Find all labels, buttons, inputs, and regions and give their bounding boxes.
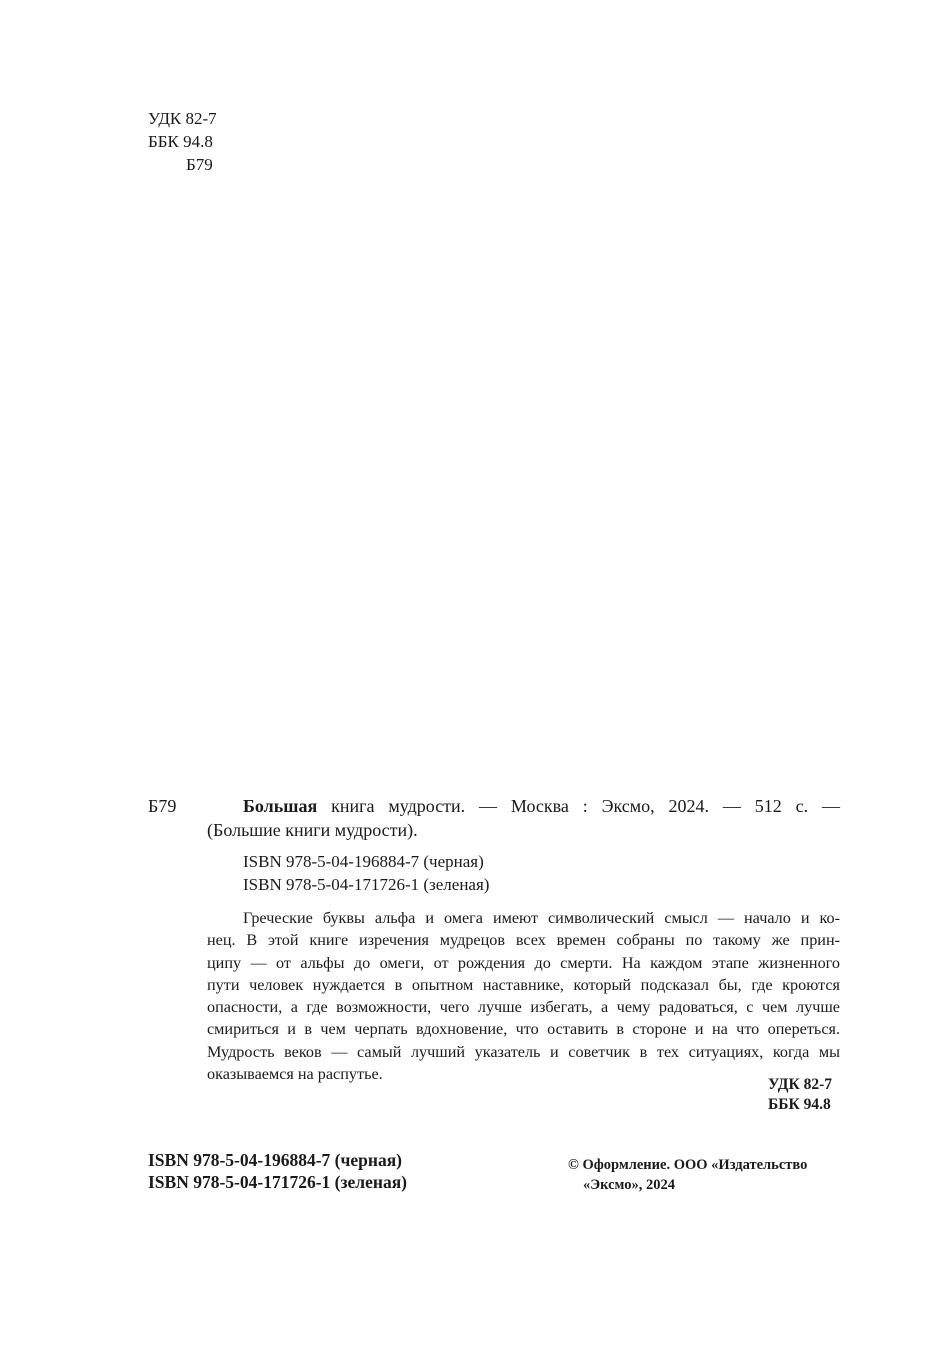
catalog-title-bold: Большая [243,796,318,816]
catalog-title-rest: книга мудрости. — Москва : Эксмо, 2024. — 512 с. — [317,796,840,816]
annotation-line: Мудрость веков — самый лучший указатель и советчик в тех ситуациях, когда мы [207,1042,840,1061]
annotation-line: ципу — от альфы до омеги, от рождения до смерти. На каждом этапе жизненного [207,953,840,972]
catalog-isbn-black: ISBN 978-5-04-196884-7 (черная) [243,852,484,871]
copyright-line-2: «Эксмо», 2024 [583,1177,675,1193]
catalog-entry [207,794,840,842]
annotation-classification-codes [768,1075,832,1115]
annotation-line: смириться и в чем черпать вдохновение, что оставить в стороне и на что опереться. [207,1020,840,1039]
catalog-isbn-list [243,850,489,896]
copyright-notice [568,1155,843,1195]
annotation-udk: УДК 82-7 [768,1076,832,1093]
catalog-title-line [207,794,840,818]
bottom-isbn-black: ISBN 978-5-04-196884-7 (черная) [148,1150,402,1170]
annotation-bbk: ББК 94.8 [768,1096,831,1113]
annotation-paragraph [207,907,840,1085]
annotation-line: пути человек нуждается в опытном наставнике, который подсказал бы, где кроются [207,975,840,994]
catalog-author-mark: Б79 [148,796,177,816]
annotation-line: Греческие буквы альфа и омега имеют символический смысл — начало и ко- [243,909,840,927]
copyright-line-1: © Оформление. ООО «Издательство [568,1157,808,1173]
top-bbk: ББК 94.8 [148,132,213,151]
bottom-isbn-list [148,1149,407,1193]
top-classification-codes [148,107,217,176]
annotation-line: опасности, а где возможности, чего лучше избегать, а чему радоваться, с чем лучше [207,998,840,1017]
annotation-line: нец. В этой книге изречения мудрецов всех времен собраны по такому же прин- [207,931,840,950]
catalog-isbn-green: ISBN 978-5-04-171726-1 (зеленая) [243,875,490,894]
top-udk: УДК 82-7 [148,109,217,128]
annotation-line: оказываемся на распутье. [207,1065,383,1084]
catalog-series: (Большие книги мудрости). [207,820,418,840]
top-author-mark: Б79 [186,155,213,174]
bottom-isbn-green: ISBN 978-5-04-171726-1 (зеленая) [148,1172,408,1192]
